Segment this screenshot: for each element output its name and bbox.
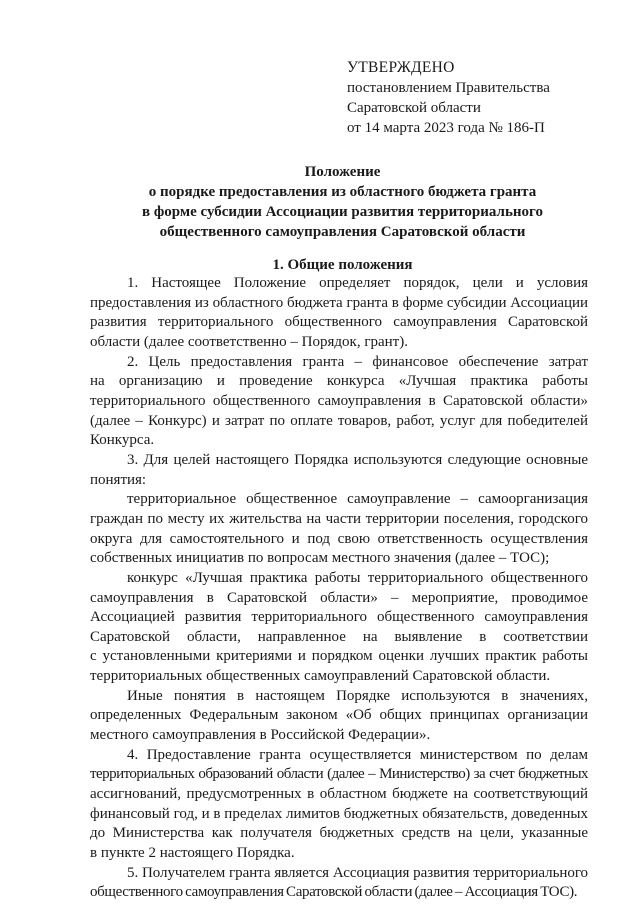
- paragraph-line: Конкурса.: [90, 432, 155, 449]
- paragraph-line: собственных инициатив по вопросам местного значения (далее – ТОС);: [90, 550, 550, 567]
- paragraph-line: 5. Получателем гранта является Ассоциация развития территориального: [127, 864, 588, 881]
- paragraph: [90, 569, 588, 687]
- document-body: [90, 274, 588, 903]
- paragraph: [90, 490, 588, 569]
- title-line: в форме субсидии Ассоциации развития территориального: [142, 204, 543, 220]
- paragraph-line: (далее – Конкурс) и затрат по оплате товаров, работ, услуг для победителей: [90, 412, 588, 429]
- paragraph: [90, 274, 588, 353]
- paragraph-line: местного самоуправления в Российской Федерации».: [90, 727, 431, 744]
- paragraph: [90, 687, 588, 746]
- paragraph-line: с установленными критериями и порядком оценки лучших практик работы: [90, 648, 588, 665]
- paragraph: [90, 746, 588, 864]
- paragraph: [90, 451, 588, 490]
- paragraph-line: Саратовской области, направленное на выявление в соответствии: [90, 628, 588, 645]
- paragraph-line: развития территориального общественного самоуправления Саратовской: [90, 314, 588, 331]
- paragraph-line: финансовый год, и в пределах лимитов бюджетных обязательств, доведенных: [90, 805, 588, 822]
- document-title: [90, 162, 595, 242]
- paragraph-line: самоуправления в Саратовской области» – мероприятие, проводимое: [90, 589, 588, 606]
- paragraph-line: ассигнований, предусмотренных в областном бюджете на соответствующий: [90, 786, 588, 803]
- approval-line: Саратовской области: [347, 100, 481, 116]
- paragraph-line: территориальное общественное самоуправление – самоорганизация: [127, 491, 588, 508]
- paragraph-line: территориального общественного самоуправления в Саратовской области»: [90, 392, 588, 409]
- paragraph-line: 1. Настоящее Положение определяет порядок, цели и условия: [127, 275, 588, 291]
- title-line: о порядке предоставления из областного бюджета гранта: [148, 184, 537, 200]
- approval-stamp: [347, 58, 550, 138]
- paragraph-line: 3. Для целей настоящего Порядка используются следующие основные: [127, 451, 588, 468]
- paragraph-line: до Министерства как получателя бюджетных средств на цели, указанные: [90, 825, 588, 842]
- paragraph-line: предоставления из областного бюджета гранта в форме субсидии Ассоциации: [90, 294, 588, 311]
- paragraph-line: 2. Цель предоставления гранта – финансовое обеспечение затрат: [127, 353, 588, 370]
- section-heading: 1. Общие положения: [272, 257, 413, 273]
- paragraph-line: на организацию и проведение конкурса «Лучшая практика работы: [90, 373, 588, 390]
- paragraph-line: понятия:: [90, 471, 147, 488]
- paragraph-line: округа для самостоятельного и под свою ответственность осуществления: [90, 530, 588, 547]
- title-line: Положение: [304, 164, 381, 180]
- paragraph-line: общественного самоуправления Саратовской области (далее – Ассоциация ТОС).: [90, 884, 578, 901]
- paragraph-line: Ассоциацией развития территориального общественного самоуправления: [90, 609, 588, 626]
- paragraph: [90, 864, 588, 903]
- paragraph-line: Иные понятия в настоящем Порядке используются в значениях,: [127, 687, 588, 704]
- paragraph-line: территориальных образований области (далее – Министерство) за счет бюджетных: [90, 766, 588, 783]
- paragraph-line: 4. Предоставление гранта осуществляется министерством по делам: [127, 746, 588, 763]
- paragraph-line: территориальных общественных самоуправлений Саратовской области.: [90, 668, 551, 685]
- approval-line: от 14 марта 2023 года № 186-П: [347, 120, 545, 136]
- paragraph-line: определенных Федеральным законом «Об общих принципах организации: [90, 707, 588, 724]
- paragraph-line: конкурс «Лучшая практика работы территориального общественного: [127, 569, 588, 586]
- paragraph-line: в пункте 2 настоящего Порядка.: [90, 845, 295, 862]
- approval-heading: УТВЕРЖДЕНО: [347, 59, 455, 76]
- paragraph: [90, 353, 588, 451]
- title-line: общественного самоуправления Саратовской области: [159, 224, 526, 240]
- approval-line: постановлением Правительства: [347, 80, 550, 96]
- paragraph-line: граждан по месту их жительства на части территории поселения, городского: [90, 510, 588, 527]
- paragraph-line: области (далее соответственно – Порядок, грант).: [90, 333, 408, 350]
